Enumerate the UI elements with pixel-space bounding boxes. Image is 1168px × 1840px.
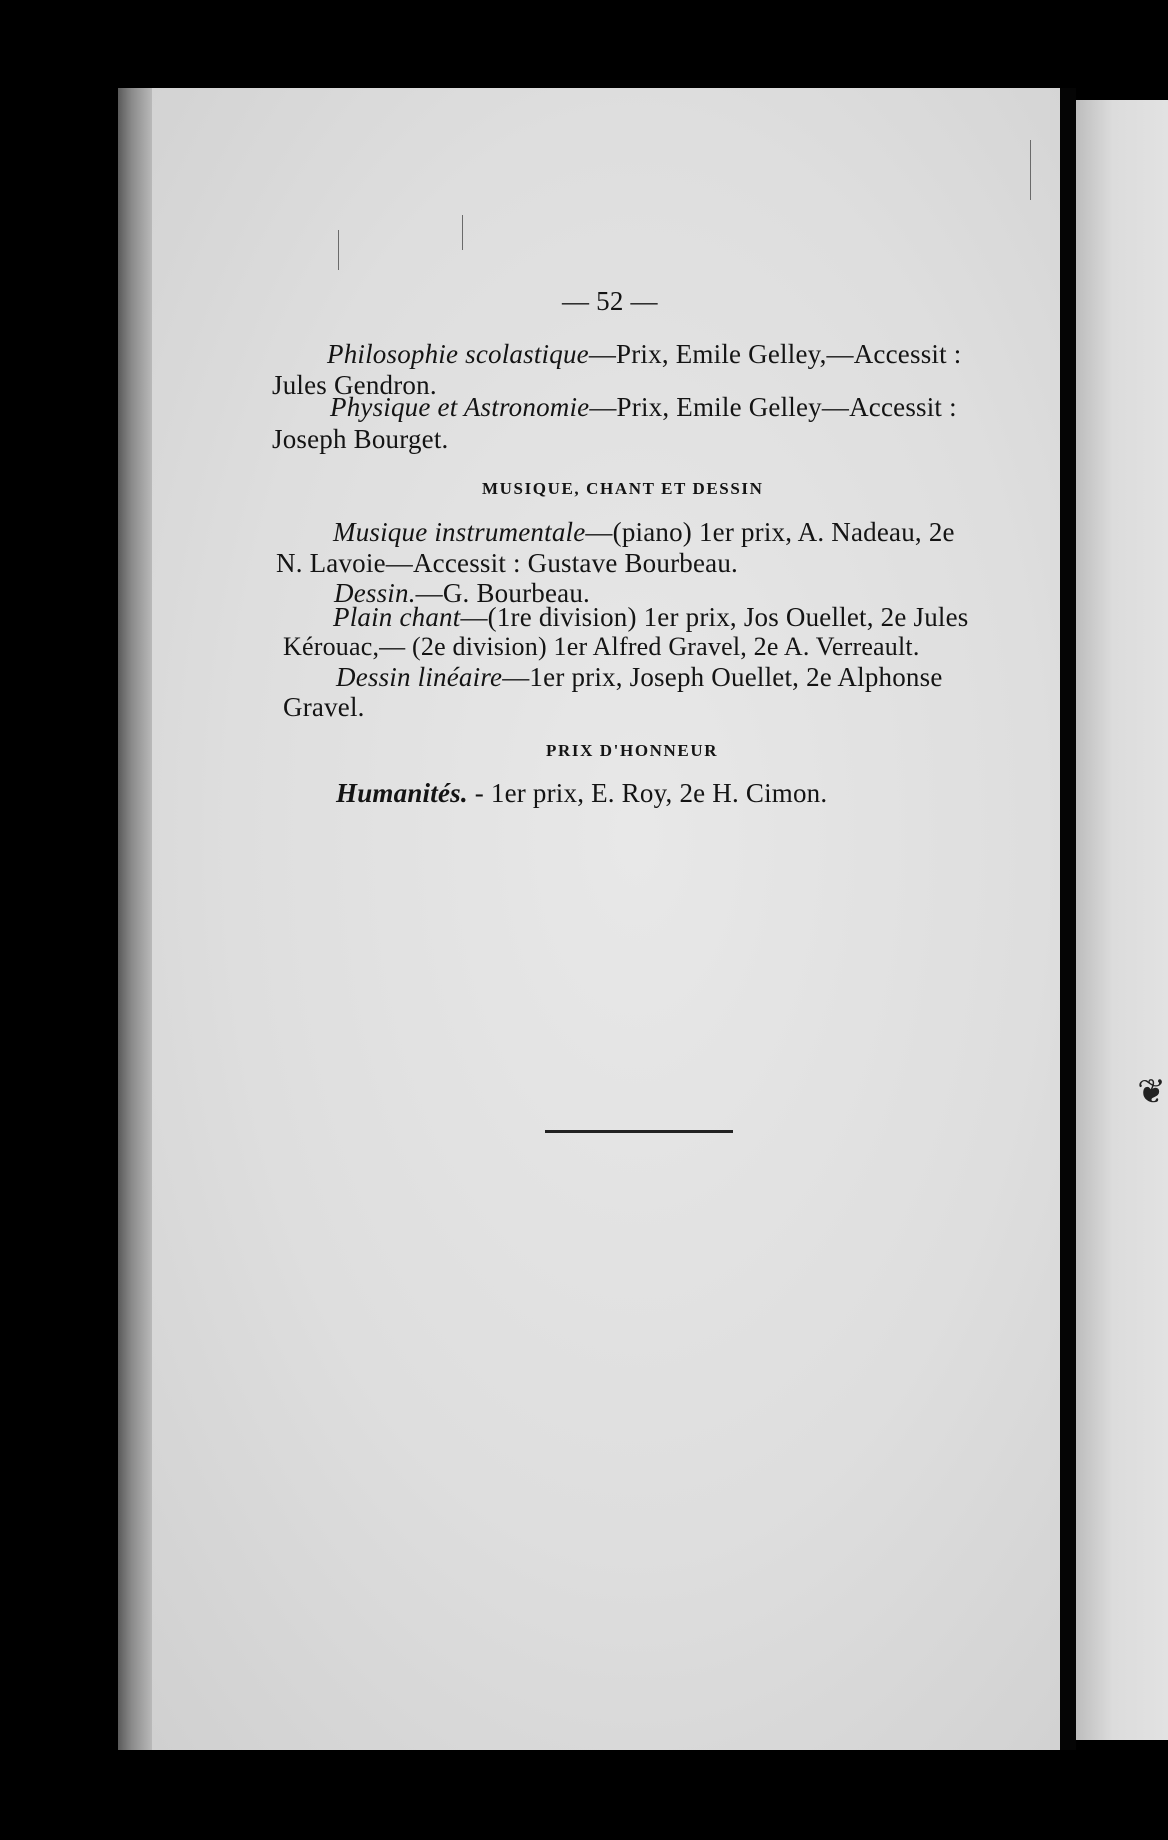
closing-rule	[545, 1130, 733, 1133]
scan-scratch	[338, 230, 339, 270]
entry-philosophy-line-2: Jules Gendron.	[272, 370, 437, 400]
entry-chant-line-2: Kérouac,— (2e division) 1er Alfred Gravel, 2e A. Verreault.	[283, 632, 920, 661]
entry-humanities-line-1	[336, 778, 827, 808]
linear-drawing-awards: —1er prix, Joseph Ouellet, 2e Alphonse	[502, 662, 943, 692]
entry-chant-line-1	[333, 602, 969, 632]
philosophy-awards: —Prix, Emile Gelley,—Accessit :	[588, 339, 962, 369]
subject-linear-drawing: Dessin linéaire	[336, 662, 503, 692]
physics-awards: —Prix, Emile Gelley—Accessit :	[589, 392, 957, 422]
entry-linear-line-2: Gravel.	[283, 692, 365, 722]
music-awards: —(piano) 1er prix, A. Nadeau, 2e	[585, 517, 955, 547]
scan-scratch	[462, 215, 463, 250]
section-heading-music: MUSIQUE, CHANT ET DESSIN	[482, 479, 764, 498]
book-gutter	[1060, 88, 1076, 1750]
entry-physics-line-2: Joseph Bourget.	[272, 424, 449, 454]
scan-scratch	[1030, 140, 1031, 200]
entry-music-line-2: N. Lavoie—Accessit : Gustave Bourbeau.	[276, 548, 738, 578]
drawing-awards: —G. Bourbeau.	[415, 578, 590, 608]
subject-music: Musique instrumentale	[333, 517, 586, 547]
subject-physics: Physique et Astronomie	[330, 392, 590, 422]
entry-philosophy-line-1	[327, 339, 961, 369]
page-spine-shadow	[118, 88, 152, 1750]
entry-music-line-1	[333, 517, 955, 547]
floral-ornament-icon: ❦	[1137, 1072, 1166, 1112]
subject-drawing: Dessin.	[334, 578, 416, 608]
humanities-awards: - 1er prix, E. Roy, 2e H. Cimon.	[467, 778, 828, 808]
entry-linear-line-1	[336, 662, 943, 692]
chant-awards: —(1re division) 1er prix, Jos Ouellet, 2e Jules	[460, 602, 969, 632]
subject-humanities: Humanités.	[336, 778, 468, 808]
subject-chant: Plain chant	[333, 602, 461, 632]
section-heading-honour: PRIX D'HONNEUR	[546, 741, 719, 760]
book-page	[118, 88, 1060, 1750]
subject-philosophy: Philosophie scolastique	[327, 339, 589, 369]
page-number: — 52 —	[562, 286, 658, 316]
entry-physics-line-1	[330, 392, 957, 422]
facing-page-edge	[1076, 100, 1168, 1740]
